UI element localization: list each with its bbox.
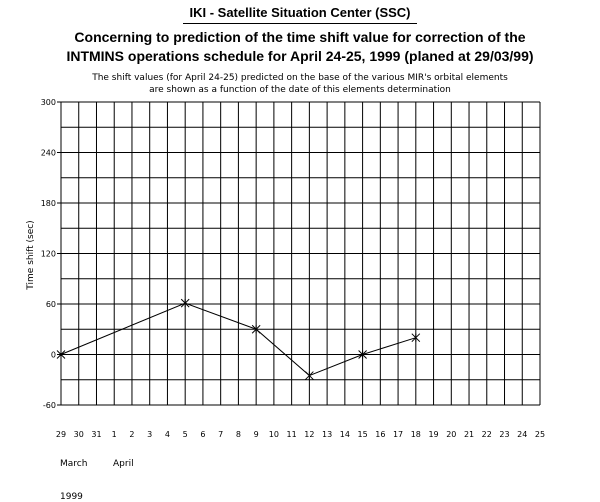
x-tick-label: 10 xyxy=(268,430,279,439)
y-tick-label: 300 xyxy=(40,98,56,107)
x-tick-label: 8 xyxy=(235,430,241,439)
x-tick-label: 16 xyxy=(375,430,386,439)
y-ticks xyxy=(41,98,61,410)
y-tick-label: 60 xyxy=(45,300,56,309)
x-tick-label: 9 xyxy=(253,430,259,439)
y-tick-label: -60 xyxy=(42,401,56,410)
x-tick-label: 14 xyxy=(339,430,350,439)
x-tick-label: 29 xyxy=(55,430,67,439)
data-point-12 xyxy=(305,372,313,380)
y-tick-label: 240 xyxy=(40,148,56,158)
x-tick-label: 2 xyxy=(129,430,135,439)
x-tick-label: 30 xyxy=(73,430,84,439)
x-tick-label: 19 xyxy=(428,430,439,439)
grid xyxy=(61,102,540,405)
month-label-march: March xyxy=(60,459,88,469)
subtitle-line-1: The shift values (for April 24-25) predicted on the base of the various MIR's orbital elements xyxy=(92,73,508,83)
x-tick-label: 11 xyxy=(286,430,297,439)
x-tick-label: 12 xyxy=(304,430,315,439)
x-tick-label: 25 xyxy=(534,430,546,439)
month-label-april: April xyxy=(113,459,134,469)
y-axis-label: Time shift (sec) xyxy=(26,220,36,290)
x-tick-label: 22 xyxy=(481,430,492,439)
data-point-18 xyxy=(412,334,420,342)
x-tick-label: 31 xyxy=(91,430,102,439)
x-tick-label: 24 xyxy=(517,430,528,439)
x-ticks xyxy=(56,430,545,439)
subtitle-line-2: are shown as a function of the date of this elements determination xyxy=(149,85,451,95)
x-tick-label: 21 xyxy=(463,430,475,439)
x-tick-label: 5 xyxy=(182,430,188,439)
x-tick-label: 18 xyxy=(410,430,421,439)
y-tick-label: 0 xyxy=(50,350,56,360)
x-tick-label: 7 xyxy=(218,430,224,439)
x-tick-label: 15 xyxy=(357,430,368,439)
org-title: IKI - Satellite Situation Center (SSC) xyxy=(183,5,416,24)
y-tick-label: 120 xyxy=(40,249,56,259)
x-tick-label: 1 xyxy=(111,430,117,439)
x-tick-label: 20 xyxy=(446,430,457,439)
chart-title-line-1: Concerning to prediction of the time shift value for correction of the xyxy=(74,29,526,45)
x-tick-label: 17 xyxy=(392,430,404,439)
x-tick-label: 3 xyxy=(147,430,153,439)
chart-title-line-2: INTMINS operations schedule for April 24-25, 1999 (planed at 29/03/99) xyxy=(66,48,534,64)
x-tick-label: 4 xyxy=(164,430,170,439)
y-tick-label: 180 xyxy=(40,199,56,208)
year-label: 1999 xyxy=(60,492,83,502)
data-point-5 xyxy=(181,299,189,307)
x-tick-label: 13 xyxy=(322,430,333,439)
x-tick-label: 23 xyxy=(499,430,510,439)
x-tick-label: 6 xyxy=(200,430,206,439)
